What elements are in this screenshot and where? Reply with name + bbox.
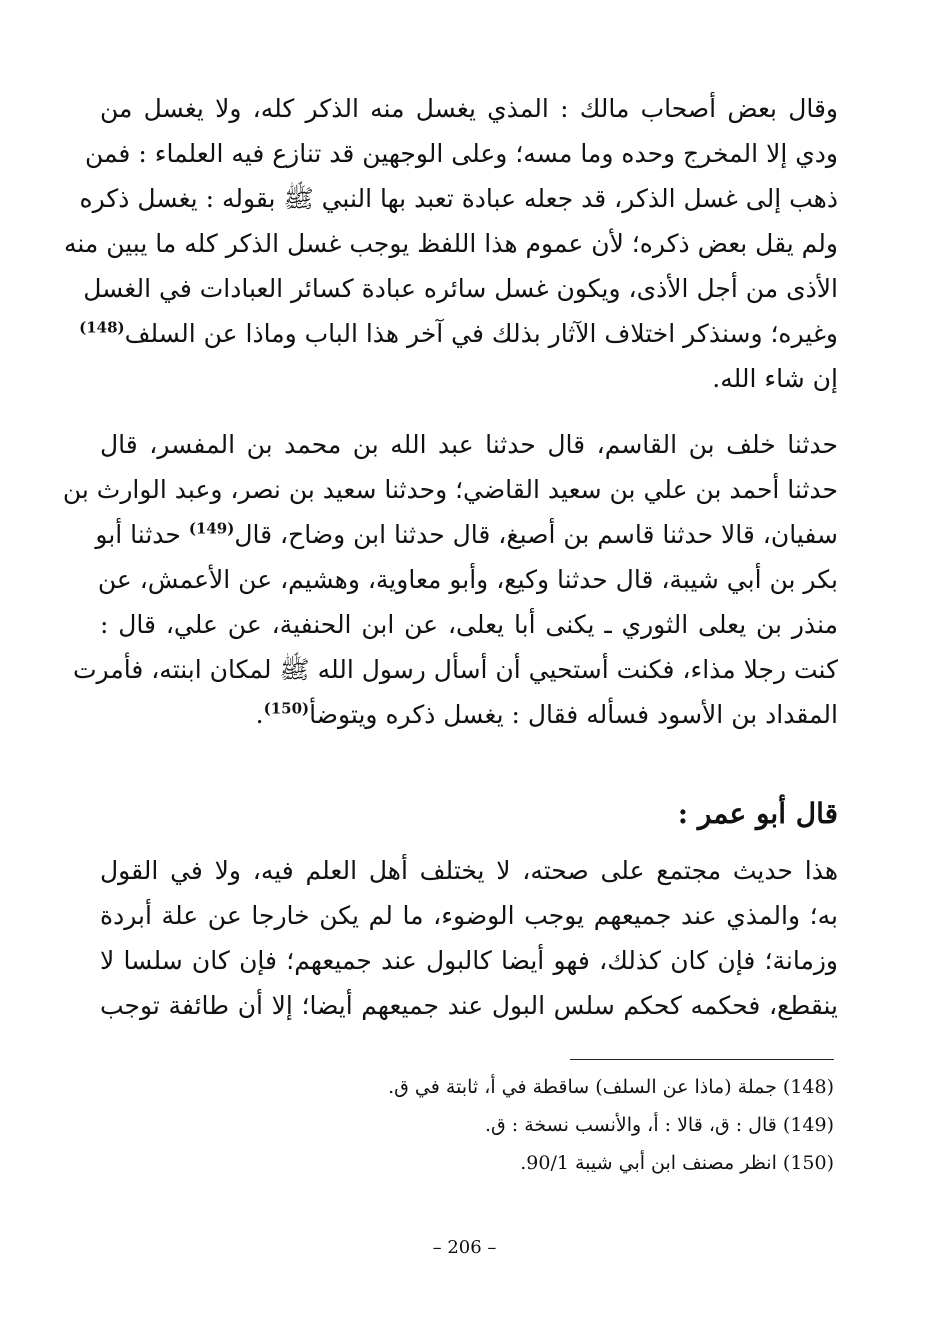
text-line: ولم يقل بعض ذكره؛ لأن عموم هذا اللفظ يوجب غسل الذكر كله ما يبين منه xyxy=(63,229,838,258)
footnotes xyxy=(234,1068,834,1182)
text-line: به؛ والمذي عند جميعهم يوجب الوضوء، ما لم يكن خارجا عن علة أبردة xyxy=(100,901,838,930)
text-line xyxy=(100,692,838,737)
text-line xyxy=(95,512,838,557)
footnote-149: (149) قال : ق، قالا : أ، والأنسب نسخة : ق. xyxy=(484,1114,834,1136)
footnote-ref-150[interactable]: (150) xyxy=(263,699,310,718)
text-line: إن شاء الله. xyxy=(712,364,838,393)
text-line: وزمانة؛ فإن كان كذلك، فهو أيضا كالبول عند جميعهم؛ فإن كان سلسا لا xyxy=(100,946,838,975)
paragraph-3 xyxy=(100,848,838,1028)
text-line: كنت رجلا مذاء، فكنت أستحيي أن أسأل رسول الله ﷺ لمكان ابنته، فأمرت xyxy=(72,655,838,684)
text-line: حدثنا أحمد بن علي بن سعيد القاضي؛ وحدثنا سعيد بن نصر، وعبد الوارث بن xyxy=(62,475,838,504)
line-text-tail: حدثنا أبو xyxy=(95,520,181,549)
line-text: وغيره؛ وسنذكر اختلاف الآثار بذلك في آخر هذا الباب وماذا عن السلف xyxy=(124,319,838,348)
end-period: . xyxy=(255,700,264,729)
paragraph-2 xyxy=(62,422,838,737)
text-line: وقال بعض أصحاب مالك : المذي يغسل منه الذكر كله، ولا يغسل من xyxy=(100,94,838,123)
text-line: حدثنا خلف بن القاسم، قال حدثنا عبد الله بن محمد بن المفسر، قال xyxy=(100,430,838,459)
footnote-ref-148[interactable]: (148) xyxy=(79,318,125,337)
text-line: ودي إلا المخرج وحده وما مسه؛ وعلى الوجهين قد تنازع فيه العلماء : فمن xyxy=(84,139,838,168)
page-number: – 206 – xyxy=(432,1237,497,1258)
line-text: المقداد بن الأسود فسأله فقال : يغسل ذكره ويتوضأ xyxy=(309,700,838,729)
footnote-ref-149[interactable]: (149) xyxy=(188,519,235,538)
line-text: سفيان، قالا حدثنا قاسم بن أصبغ، قال حدثنا ابن وضاح، قال xyxy=(234,520,838,549)
paragraph-1 xyxy=(63,86,838,401)
text-line: هذا حديث مجتمع على صحته، لا يختلف أهل العلم فيه، ولا في القول xyxy=(100,856,838,885)
footnote-150: (150) انظر مصنف ابن أبي شيبة 90/1. xyxy=(520,1152,834,1174)
text-line: ينقطع، فحكمه كحكم سلس البول عند جميعهم أيضا؛ إلا أن طائفة توجب xyxy=(100,991,838,1020)
text-line: الأذى من أجل الأذى، ويكون غسل سائره عبادة كسائر العبادات في الغسل xyxy=(83,274,838,303)
section-heading: قال أبو عمر : xyxy=(677,797,838,830)
text-line xyxy=(79,311,838,356)
footnote-148: (148) جملة (ماذا عن السلف) ساقطة في أ، ثابتة في ق. xyxy=(388,1076,834,1098)
text-line: منذر بن يعلى الثوري ـ يكنى أبا يعلى، عن ابن الحنفية، عن علي، قال : xyxy=(100,610,838,639)
footnote-divider xyxy=(570,1059,834,1060)
text-line: بكر بن أبي شيبة، قال حدثنا وكيع، وأبو معاوية، وهشيم، عن الأعمش، عن xyxy=(97,565,838,594)
text-line: ذهب إلى غسل الذكر، قد جعله عبادة تعبد بها النبي ﷺ بقوله : يغسل ذكره xyxy=(79,184,838,213)
